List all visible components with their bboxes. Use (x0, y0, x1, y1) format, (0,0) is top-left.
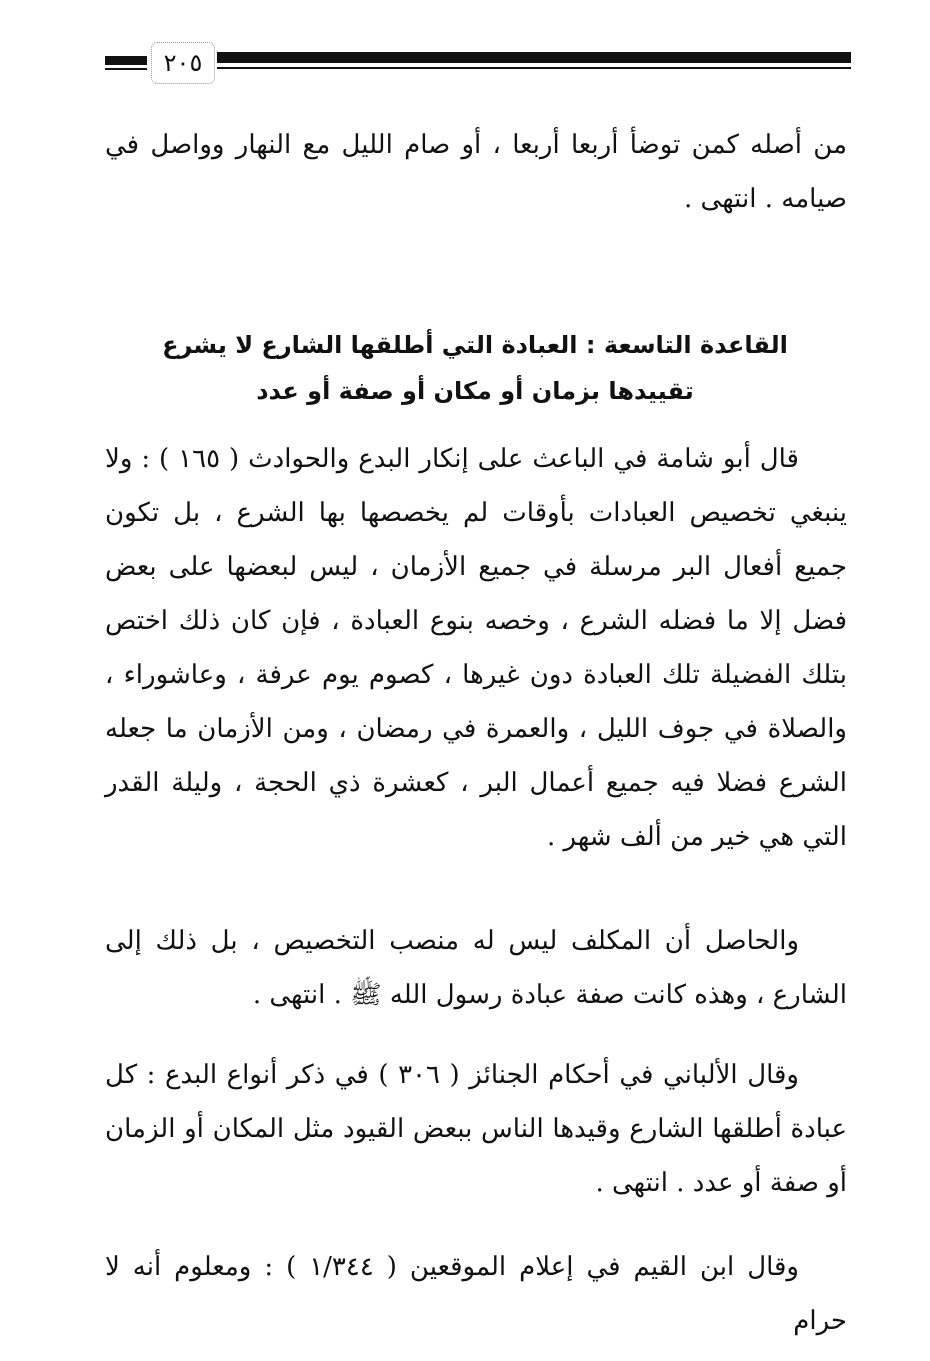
paragraph-continuation: من أصله كمن توضأ أربعا أربعا ، أو صام الليل مع النهار وواصل في صيامه . انتهى . (105, 130, 847, 214)
page-header (105, 40, 851, 84)
paragraph-albani: وقال الألباني في أحكام الجنائز ( ٣٠٦ ) في ذكر أنواع البدع : كل عبادة أطلقها الشارع وقيدها الناس ببعض القيود مثل المكان أو الزمان أو صفة أو عدد . انتهى . (105, 1060, 847, 1198)
header-rule-right-thin (217, 67, 851, 69)
header-rule-right (217, 52, 851, 63)
page-number: ٢٠٥ (151, 42, 215, 84)
rule-heading (130, 322, 820, 414)
heading-text: العبادة التي أطلقها الشارع لا يشرع تقييدها بزمان أو مكان أو صفة أو عدد (162, 331, 694, 405)
header-rule-left-thin (105, 68, 147, 70)
paragraph-conclusion: والحاصل أن المكلف ليس له منصب التخصيص ، بل ذلك إلى الشارع ، وهذه كانت صفة عبادة رسول الله ﷺ . انتهى . (105, 926, 847, 1010)
heading-label: القاعدة التاسعة : (585, 331, 788, 359)
paragraph-abu-shama: قال أبو شامة في الباعث على إنكار البدع والحوادث ( ١٦٥ ) : ولا ينبغي تخصيص العبادات بأوقات لم يخصصها بها الشرع ، بل تكون جميع أفعال البر مرسلة في جميع الأزمان ، ليس لبعضها على بعض فضل إلا ما فضله الشرع ، وخصه بنوع العبادة ، فإن كان ذلك اختص بتلك الفضيلة تلك العبادة دون غيرها ، كصوم يوم عرفة ، وعاشوراء ، والصلاة في جوف الليل ، والعمرة في رمضان ، ومن الأزمان ما جعله الشرع فضلا فيه جميع أعمال البر ، كعشرة ذي الحجة ، وليلة القدر التي هي خير من ألف شهر . (105, 444, 847, 852)
paragraph-ibn-qayyim: وقال ابن القيم في إعلام الموقعين ( ١/٣٤٤ ) : ومعلوم أنه لا حرام (105, 1252, 847, 1336)
header-rule-left (105, 56, 147, 65)
